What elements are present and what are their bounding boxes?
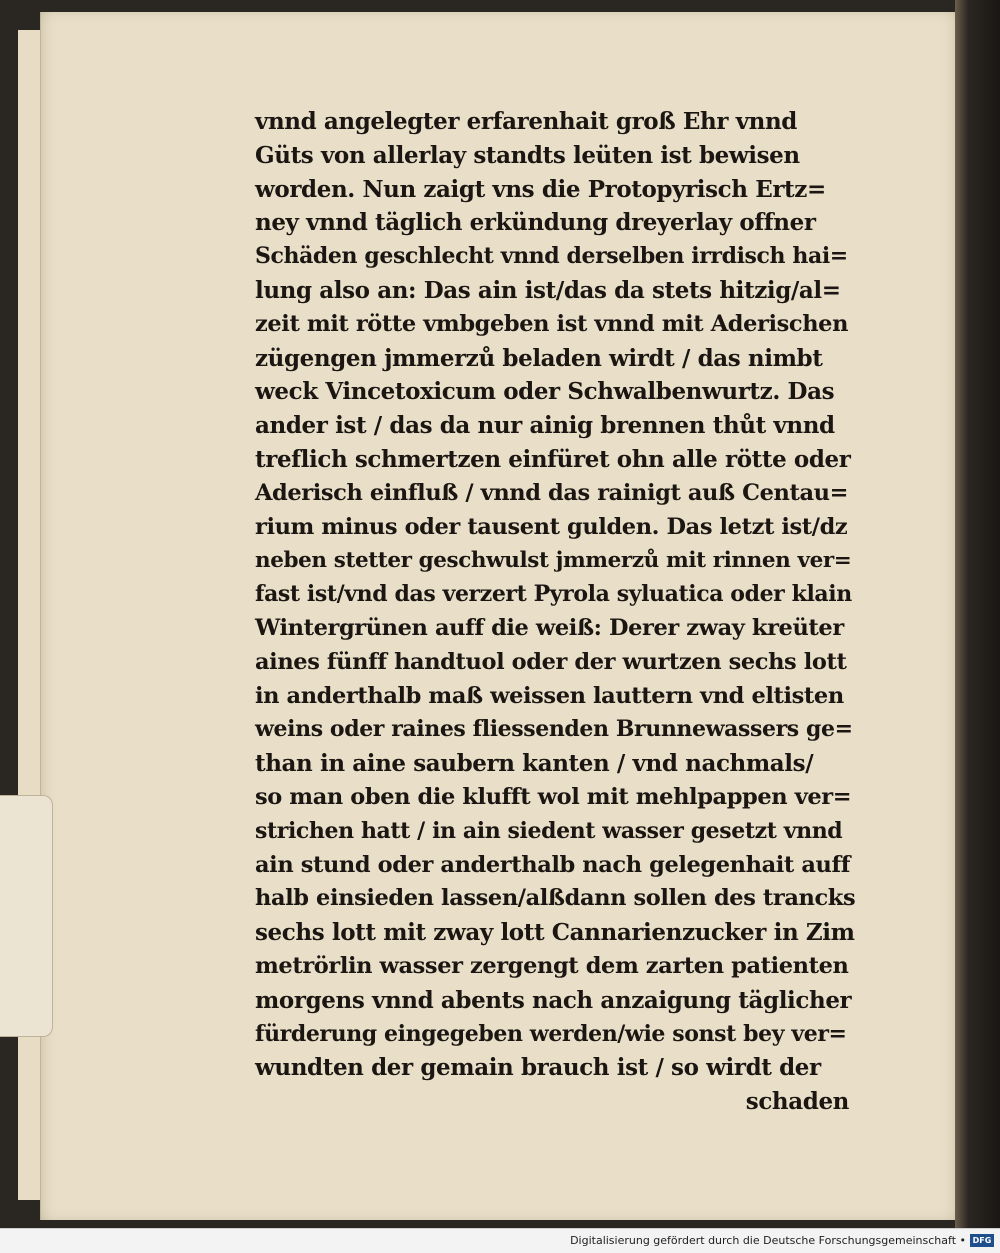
dfg-logo: DFG [970,1234,994,1247]
text-line: vnnd angelegter erfarenhait groß Ehr vnnd [255,108,797,135]
text-line: wundten der gemain brauch ist / so wirdt der [255,1054,821,1082]
text-line: morgens vnnd abents nach anzaigung täglicher [255,986,852,1014]
text-line: zügengen jmmerzů beladen wirdt / das nimbt [255,344,823,372]
text-line: weins oder raines fliessenden Brunnewassers ge= [255,716,853,743]
text-line: halb einsieden lassen/alßdann sollen des trancks [255,885,856,912]
text-line: ander ist / das da nur ainig brennen thůt vnnd [255,412,835,440]
text-line: fast ist/vnd das verzert Pyrola syluatica oder klain [255,581,852,608]
text-line: worden. Nun zaigt vns die Protopyrisch Ertz= [255,175,826,203]
text-line: neben stetter geschwulst jmmerzů mit rinnen ver= [255,548,852,574]
text-line: so man oben die klufft wol mit mehlpappen ver= [255,783,852,810]
text-line: Wintergrünen auff die weiß: Derer zway kreüter [255,614,844,641]
text-line: fürderung eingegeben werden/wie sonst bey ver= [255,1020,847,1047]
text-line: in anderthalb maß weissen lauttern vnd eltisten [255,682,844,709]
text-line: strichen hatt / in ain siedent wasser gesetzt vnnd [255,817,843,844]
text-block [255,105,855,1119]
binding-gutter [955,0,1000,1228]
text-line: rium minus oder tausent gulden. Das letzt ist/dz [255,513,848,540]
text-line: ney vnnd täglich erkündung dreyerlay offner [255,209,816,237]
text-line: than in aine saubern kanten / vnd nachmals/ [255,750,814,778]
text-line: Schäden geschlecht vnnd derselben irrdisch hai= [255,243,848,270]
footer-bar [0,1228,1000,1253]
funding-credit: Digitalisierung gefördert durch die Deutsche Forschungsgemeinschaft • [570,1234,966,1247]
paper-slip [0,795,53,1037]
text-line: ain stund oder anderthalb nach gelegenhait auff [255,851,851,878]
text-line: sechs lott mit zway lott Cannarienzucker in Zim [255,919,855,947]
text-line: weck Vincetoxicum oder Schwalbenwurtz. Das [255,378,835,406]
text-line: lung also an: Das ain ist/das da stets hitzig/al= [255,276,841,304]
text-line: zeit mit rötte vmbgeben ist vnnd mit Aderischen [255,310,849,337]
text-line: Aderisch einfluß / vnnd das rainigt auß Centau= [255,479,849,506]
text-line: treflich schmertzen einfüret ohn alle rötte oder [255,445,851,473]
catchword: schaden [745,1088,849,1116]
text-line: Güts von allerlay standts leüten ist bewisen [255,141,800,169]
text-line: aines fünff handtuol oder der wurtzen sechs lott [255,648,847,675]
text-line: metrörlin wasser zergengt dem zarten patienten [255,952,849,979]
